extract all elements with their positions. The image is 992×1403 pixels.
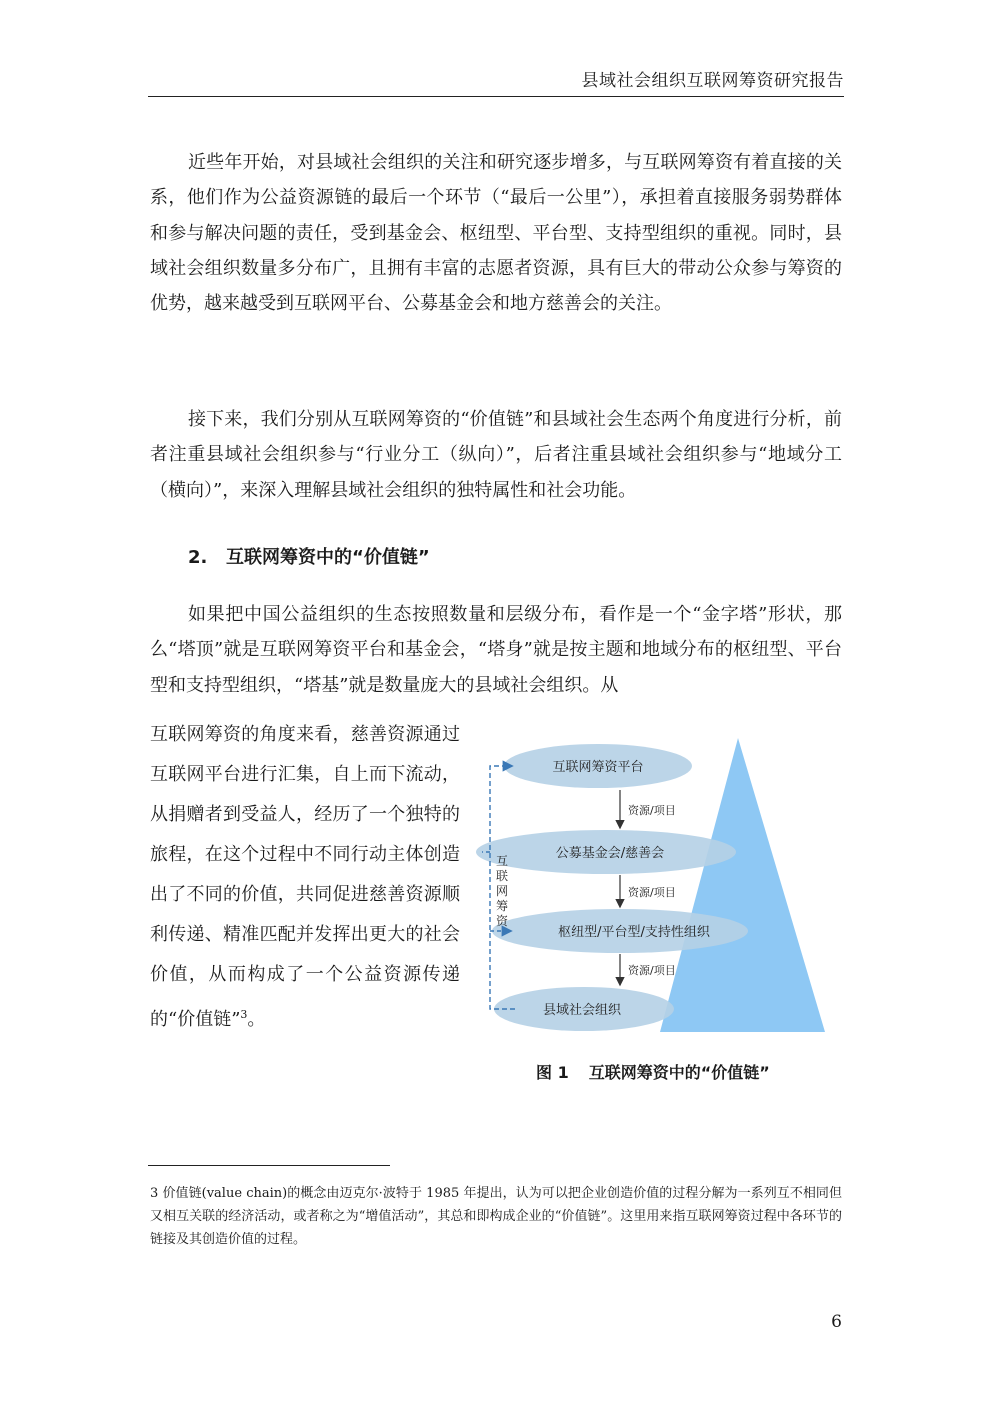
section-number: 2. (188, 547, 208, 568)
section-title: 互联网筹资中的“价值链” (226, 547, 430, 568)
page-number: 6 (831, 1312, 842, 1332)
side-label-char-5: 资 (495, 914, 509, 928)
paragraph-2: 接下来，我们分别从互联网筹资的“价值链”和县域社会生态两个角度进行分析，前者注重县域社会组织参与“行业分工（纵向）”，后者注重县域社会组织参与“地域分工（横向）”，来深入理解县域社会组织的独特属性和社会功能。 (150, 409, 842, 501)
flow-label-2: 资源/项目 (628, 886, 676, 899)
footnote: 3 价值链(value chain)的概念由迈克尔·波特于 1985 年提出，认为可以把企业创造价值的过程分解为一系列互不相同但又相互关联的经济活动，或者称之为“增值活动”，其总和即构成企业的“价值链”。这里用来指互联网筹资过程中各环节的链接及其创造价值的过程。 (150, 1186, 842, 1247)
paragraph-4-end: 。 (247, 1009, 266, 1030)
figure-caption (536, 1060, 770, 1083)
side-label-char-1: 互 (495, 854, 509, 868)
footnote-ref[interactable]: 3 (240, 1008, 248, 1021)
header-title: 县域社会组织互联网筹资研究报告 (581, 71, 844, 91)
figure-caption-number: 图 1 (536, 1063, 569, 1082)
level-label-4: 县域社会组织 (542, 1003, 622, 1018)
flow-label-3: 资源/项目 (628, 964, 676, 977)
value-chain-diagram (470, 735, 840, 1035)
header-rule (148, 96, 844, 97)
figure-caption-text: 互联网筹资中的“价值链” (588, 1063, 770, 1082)
level-label-1: 互联网筹资平台 (552, 760, 644, 775)
level-label-2: 公募基金会/慈善会 (555, 846, 665, 861)
footnote-rule (148, 1165, 390, 1166)
side-label-char-4: 筹 (495, 899, 509, 913)
pyramid-shape (660, 738, 825, 1032)
paragraph-4-text: 互联网筹资的角度来看，慈善资源通过互联网平台进行汇集，自上而下流动，从捐赠者到受益人，经历了一个独特的旅程，在这个过程中不同行动主体创造出了不同的价值，共同促进慈善资源顺利传递、精准匹配并发挥出更大的社会价值，从而构成了一个公益资源传递的“价值链” (150, 724, 460, 1030)
paragraph-3: 如果把中国公益组织的生态按照数量和层级分布，看作是一个“金字塔”形状，那么“塔顶”就是互联网筹资平台和基金会，“塔身”就是按主题和地域分布的枢纽型、平台型和支持型组织，“塔基”就是数量庞大的县域社会组织。从 (150, 604, 842, 696)
side-label-char-2: 联 (495, 869, 509, 883)
section-heading (188, 543, 430, 569)
paragraph-4 (150, 715, 460, 1040)
paragraph-1: 近些年开始，对县域社会组织的关注和研究逐步增多，与互联网筹资有着直接的关系，他们作为公益资源链的最后一个环节（“最后一公里”），承担着直接服务弱势群体和参与解决问题的责任，受到基金会、枢纽型、平台型、支持型组织的重视。同时，县域社会组织数量多分布广，且拥有丰富的志愿者资源，具有巨大的带动公众参与筹资的优势，越来越受到互联网平台、公募基金会和地方慈善会的关注。 (150, 152, 842, 315)
value-chain-figure (470, 735, 840, 1035)
flow-label-1: 资源/项目 (628, 804, 676, 817)
side-label-char-3: 网 (495, 884, 509, 898)
level-label-3: 枢纽型/平台型/支持性组织 (558, 925, 710, 940)
